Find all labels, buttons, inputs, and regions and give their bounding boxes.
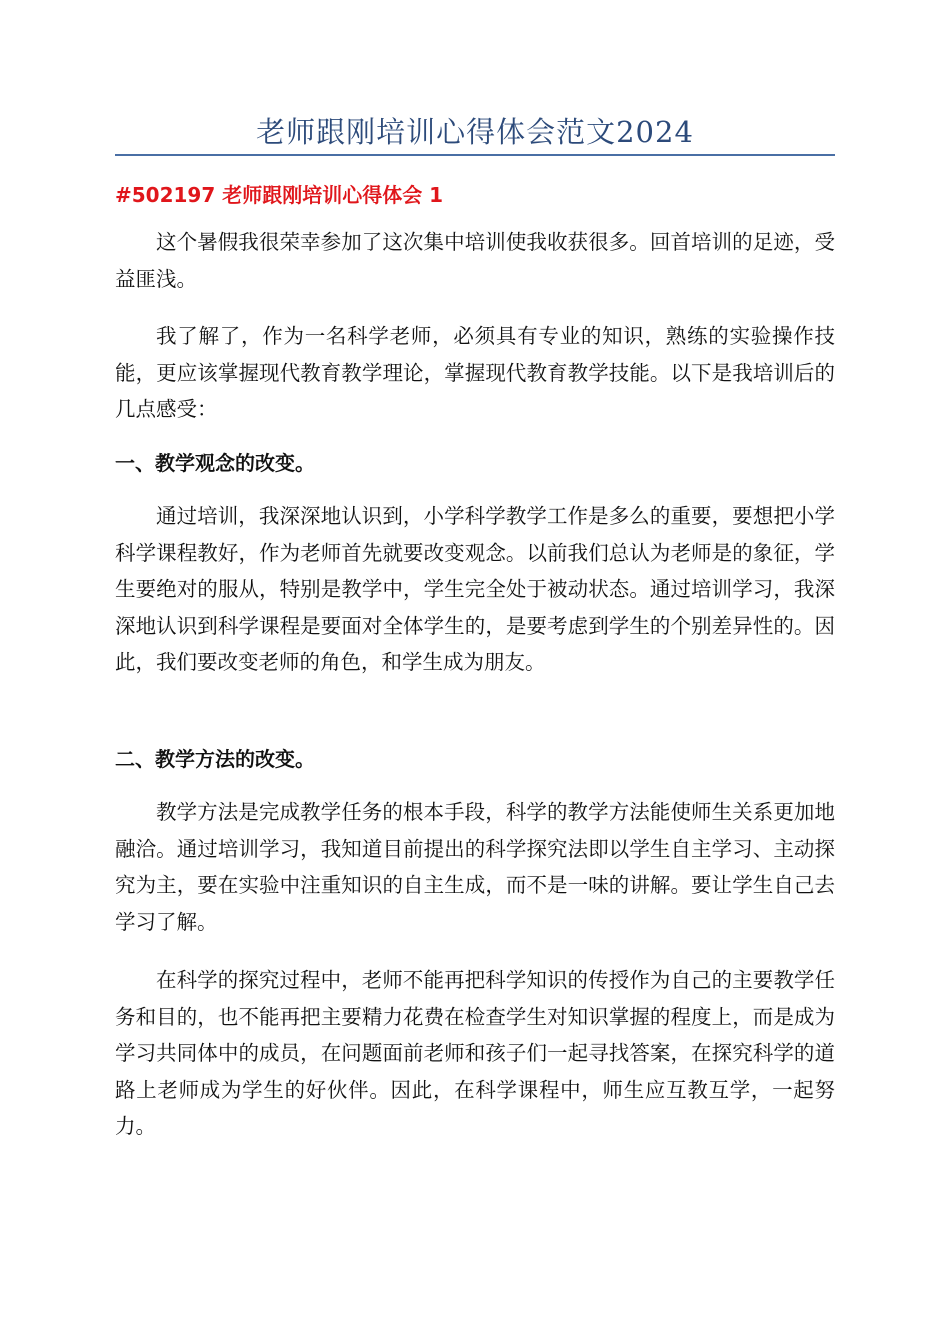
paragraph-intro: 这个暑假我很荣幸参加了这次集中培训使我收获很多。回首培训的足迹，受益匪浅。	[115, 230, 835, 291]
paragraph-inquiry-process: 在科学的探究过程中，老师不能再把科学知识的传授作为自己的主要教学任务和目的，也不能再把主要精力花费在检查学生对知识掌握的程度上，而是成为学习共同体中的成员，在问题面前老师和孩子们一起寻找答案，在探究科学的道路上老师成为学生的好伙伴。因此，在科学课程中，师生应互教互学，一起努力。	[115, 968, 835, 1138]
title-underline	[115, 154, 835, 156]
document-title: 老师跟刚培训心得体会范文2024	[256, 115, 694, 149]
paragraph-understanding: 我了解了，作为一名科学老师，必须具有专业的知识，熟练的实验操作技能，更应该掌握现代教育教学理论，掌握现代教育教学技能。以下是我培训后的几点感受：	[115, 324, 835, 421]
paragraph-teaching-concept: 通过培训，我深深地认识到，小学科学教学工作是多么的重要，要想把小学科学课程教好，作为老师首先就要改变观念。以前我们总认为老师是的象征，学生要绝对的服从，特别是教学中，学生完全处于被动状态。通过培训学习，我深深地认识到科学课程是要面对全体学生的，是要考虑到学生的个别差异性的。因此，我们要改变老师的角色，和学生成为朋友。	[115, 504, 835, 674]
paragraph-teaching-method: 教学方法是完成教学任务的根本手段，科学的教学方法能使师生关系更加地融洽。通过培训学习，我知道目前提出的科学探究法即以学生自主学习、主动探究为主，要在实验中注重知识的自主生成，而不是一味的讲解。要让学生自己去学习了解。	[115, 800, 835, 934]
heading-teaching-concept: 一、教学观念的改变。	[115, 451, 315, 475]
heading-teaching-method: 二、教学方法的改变。	[115, 747, 315, 771]
section-heading: #502197 老师跟刚培训心得体会 1	[115, 183, 444, 207]
